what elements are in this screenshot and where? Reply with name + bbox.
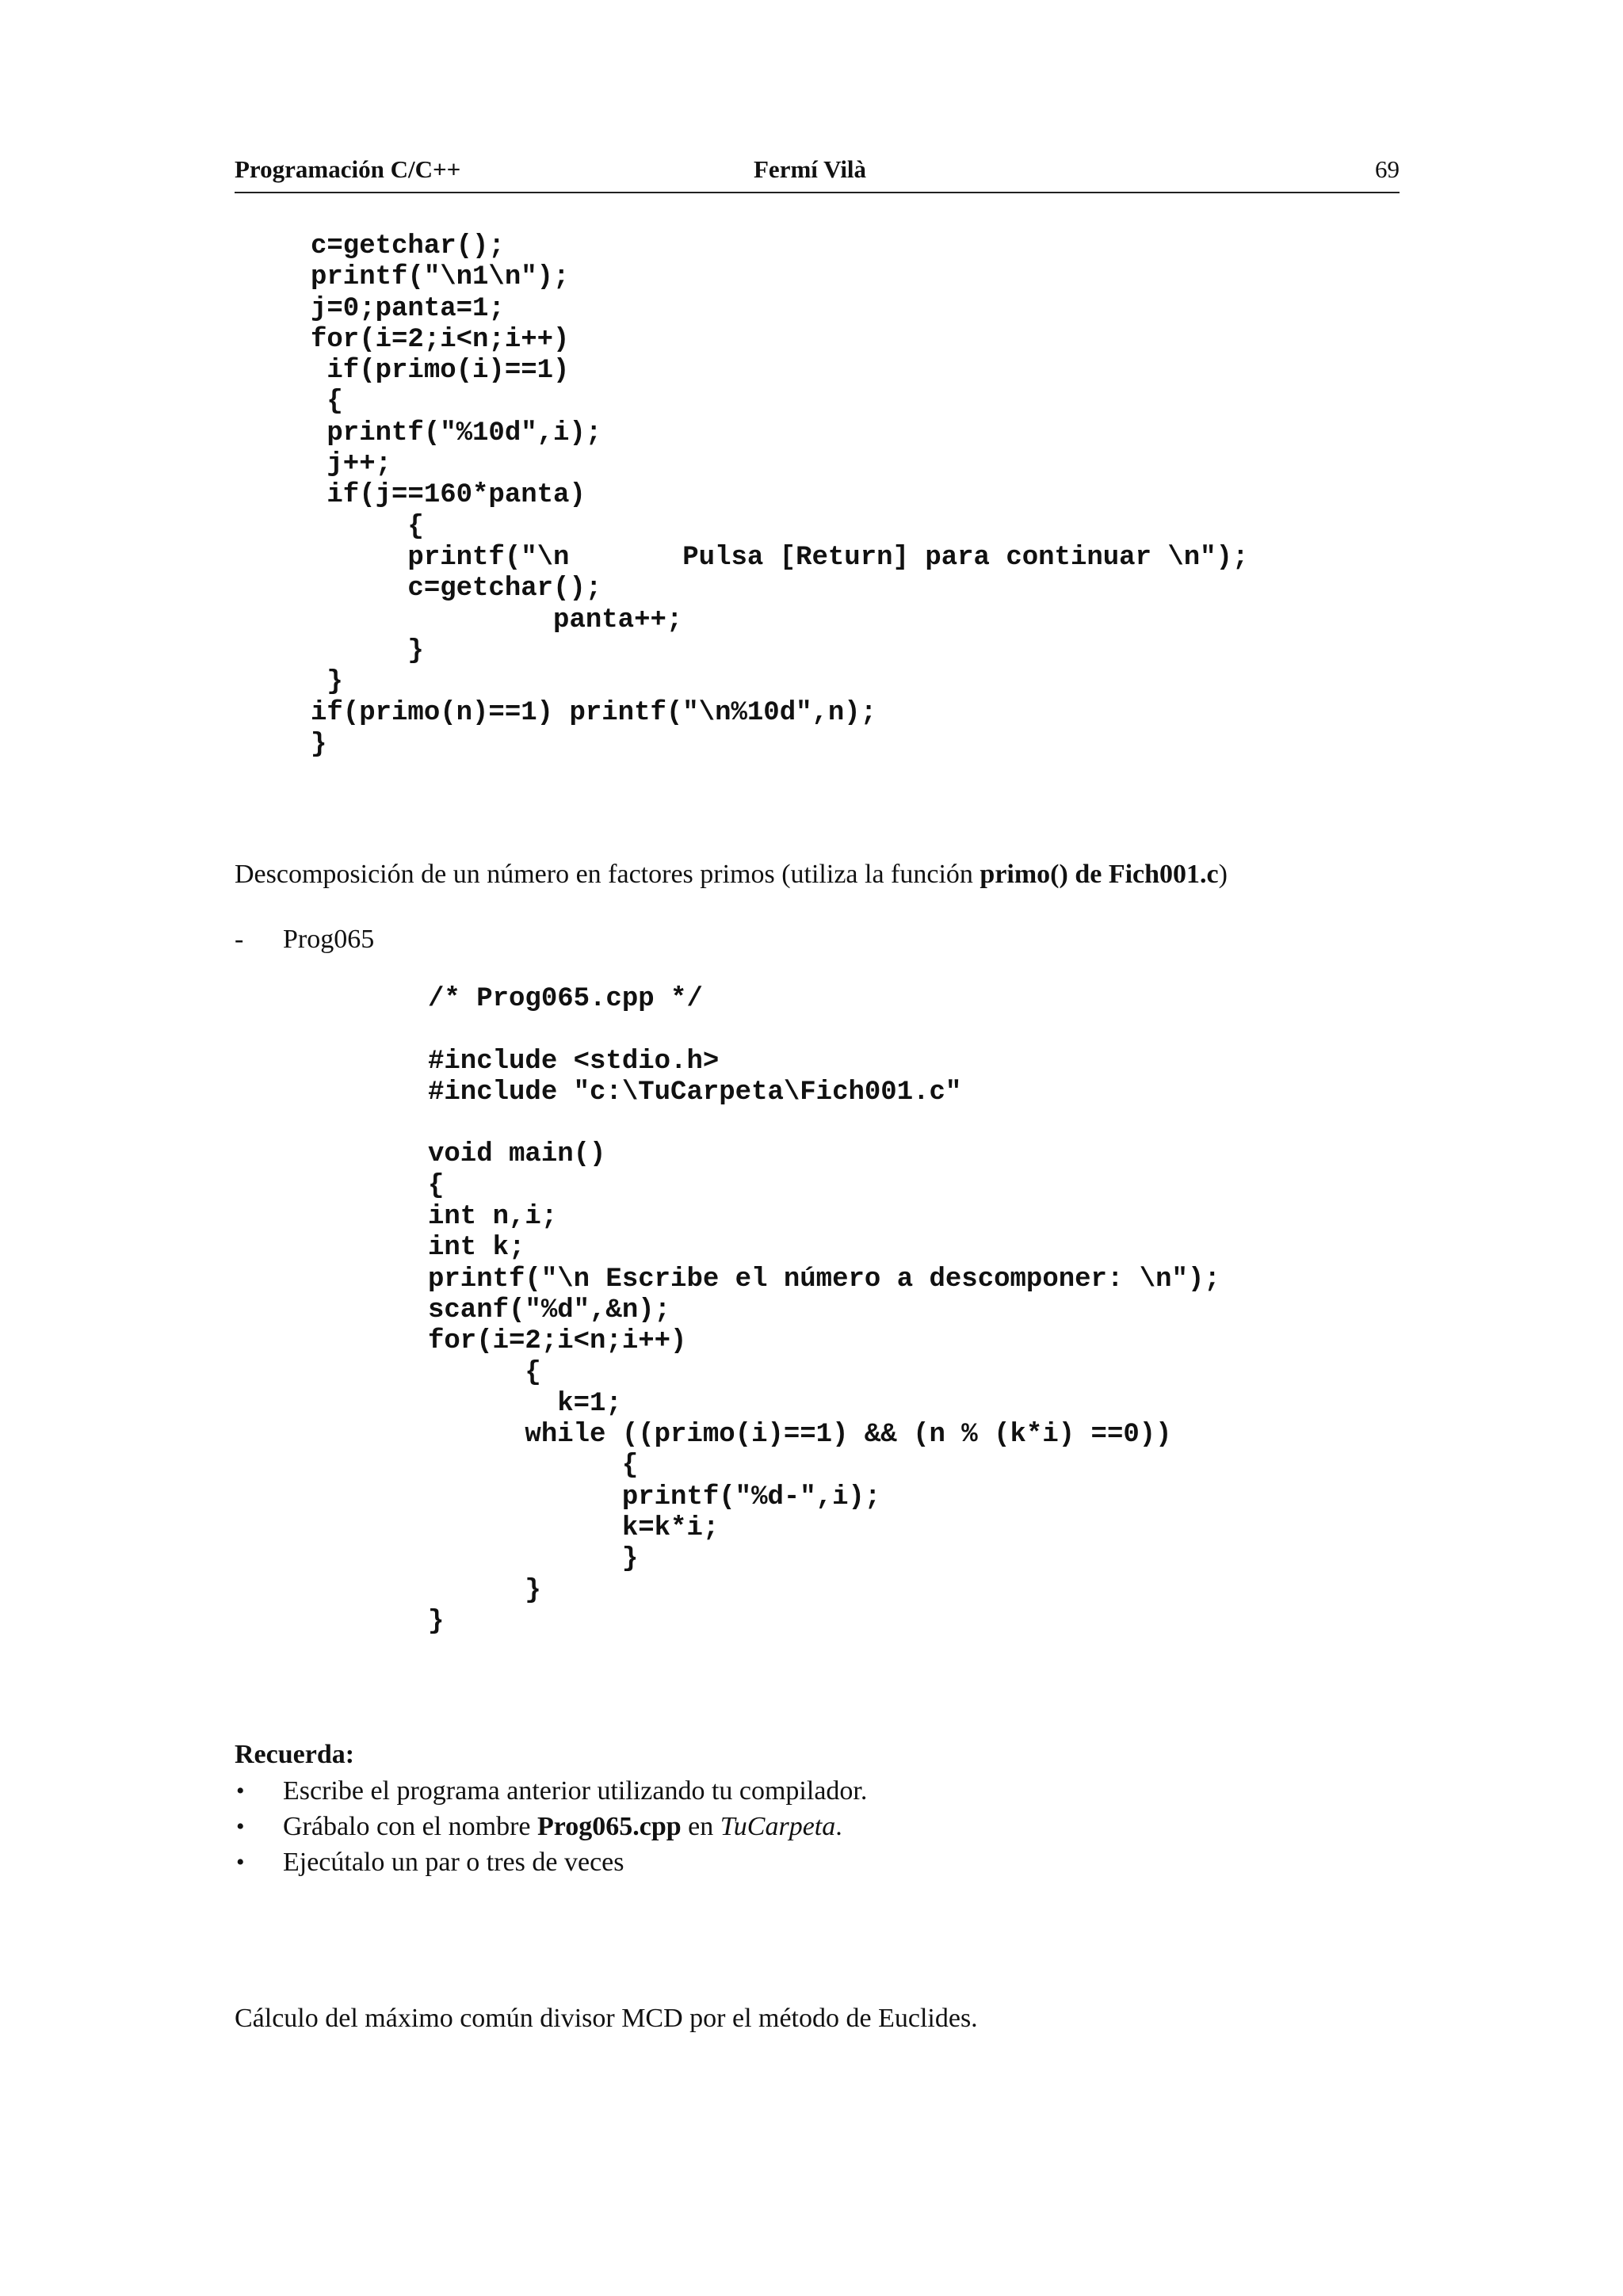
code-line: {	[428, 1170, 445, 1201]
code-line: k=k*i;	[428, 1513, 720, 1544]
recuerda-list	[235, 1773, 867, 1880]
code-line: printf("\n Pulsa [Return] para continuar \n");	[311, 542, 1249, 573]
code-line: if(primo(n)==1) printf("\n%10d",n);	[311, 698, 877, 729]
recuerda-heading: Recuerda:	[235, 1740, 355, 1769]
program-label: Prog065	[283, 925, 375, 954]
code-line: void main()	[428, 1139, 606, 1170]
folder-name-text: TuCarpeta	[720, 1812, 836, 1841]
code-line: panta++;	[311, 605, 683, 635]
code-line: printf("%d-",i);	[428, 1482, 881, 1512]
list-item-text: Escribe el programa anterior utilizando tu compilador.	[283, 1776, 868, 1806]
code-line: scanf("%d",&n);	[428, 1295, 671, 1325]
code-line: /* Prog065.cpp */	[428, 984, 703, 1014]
code-line: for(i=2;i<n;i++)	[428, 1326, 687, 1357]
code-line: {	[311, 511, 424, 542]
code-line: {	[428, 1451, 639, 1482]
code-line: {	[428, 1357, 541, 1388]
code-line: int k;	[428, 1233, 525, 1264]
next-section-title: Cálculo del máximo común divisor MCD por el método de Euclides.	[235, 2004, 978, 2033]
code-line: #include <stdio.h>	[428, 1046, 720, 1077]
list-item	[235, 1809, 867, 1844]
code-line: }	[428, 1606, 445, 1637]
code-line: }	[311, 667, 343, 698]
header-title: Programación C/C++	[235, 155, 461, 183]
list-item-text: .	[835, 1812, 842, 1841]
section-description-end: )	[1218, 860, 1228, 889]
code-block-prog065	[428, 984, 1220, 1638]
code-line: }	[428, 1544, 639, 1575]
filename-text: Prog065.cpp	[537, 1812, 682, 1841]
code-line: if(j==160*panta)	[311, 480, 586, 511]
section-description-text: Descomposición de un número en factores primos (utiliza la función	[235, 860, 980, 889]
list-item-text: Grábalo con el nombre	[283, 1812, 537, 1841]
code-line: int n,i;	[428, 1202, 558, 1233]
header-author: Fermí Vilà	[754, 155, 867, 183]
list-dash: -	[235, 925, 244, 954]
list-item	[235, 1844, 867, 1880]
list-item-text: en	[681, 1812, 720, 1841]
bullet-icon: •	[236, 1814, 245, 1840]
bullet-icon: •	[236, 1849, 245, 1875]
page-number: 69	[1375, 155, 1400, 183]
code-line: k=1;	[428, 1388, 622, 1419]
bullet-icon: •	[236, 1778, 245, 1804]
code-line: while ((primo(i)==1) && (n % (k*i) ==0))	[428, 1420, 1172, 1451]
code-line: if(primo(i)==1)	[311, 356, 570, 387]
code-line: printf("%10d",i);	[311, 418, 602, 448]
code-line: #include "c:\TuCarpeta\Fich001.c"	[428, 1077, 962, 1108]
code-line: j++;	[311, 449, 392, 480]
section-description-bold: primo() de Fich001.c	[980, 860, 1219, 889]
code-line: j=0;panta=1;	[311, 293, 505, 324]
list-item	[235, 1773, 867, 1809]
code-block-continuation	[311, 231, 1248, 761]
code-line: }	[311, 729, 327, 760]
list-item-text: Ejecútalo un par o tres de veces	[283, 1848, 624, 1877]
code-line: printf("\n1\n");	[311, 262, 570, 293]
code-line: c=getchar();	[311, 231, 505, 261]
code-line: c=getchar();	[311, 574, 602, 605]
page-header	[235, 155, 1400, 193]
code-line: for(i=2;i<n;i++)	[311, 324, 570, 355]
section-description	[235, 857, 1228, 892]
code-line: printf("\n Escribe el número a descomponer: \n");	[428, 1264, 1220, 1295]
code-line: }	[428, 1575, 541, 1606]
code-line: }	[311, 635, 424, 666]
code-line: {	[311, 387, 343, 418]
